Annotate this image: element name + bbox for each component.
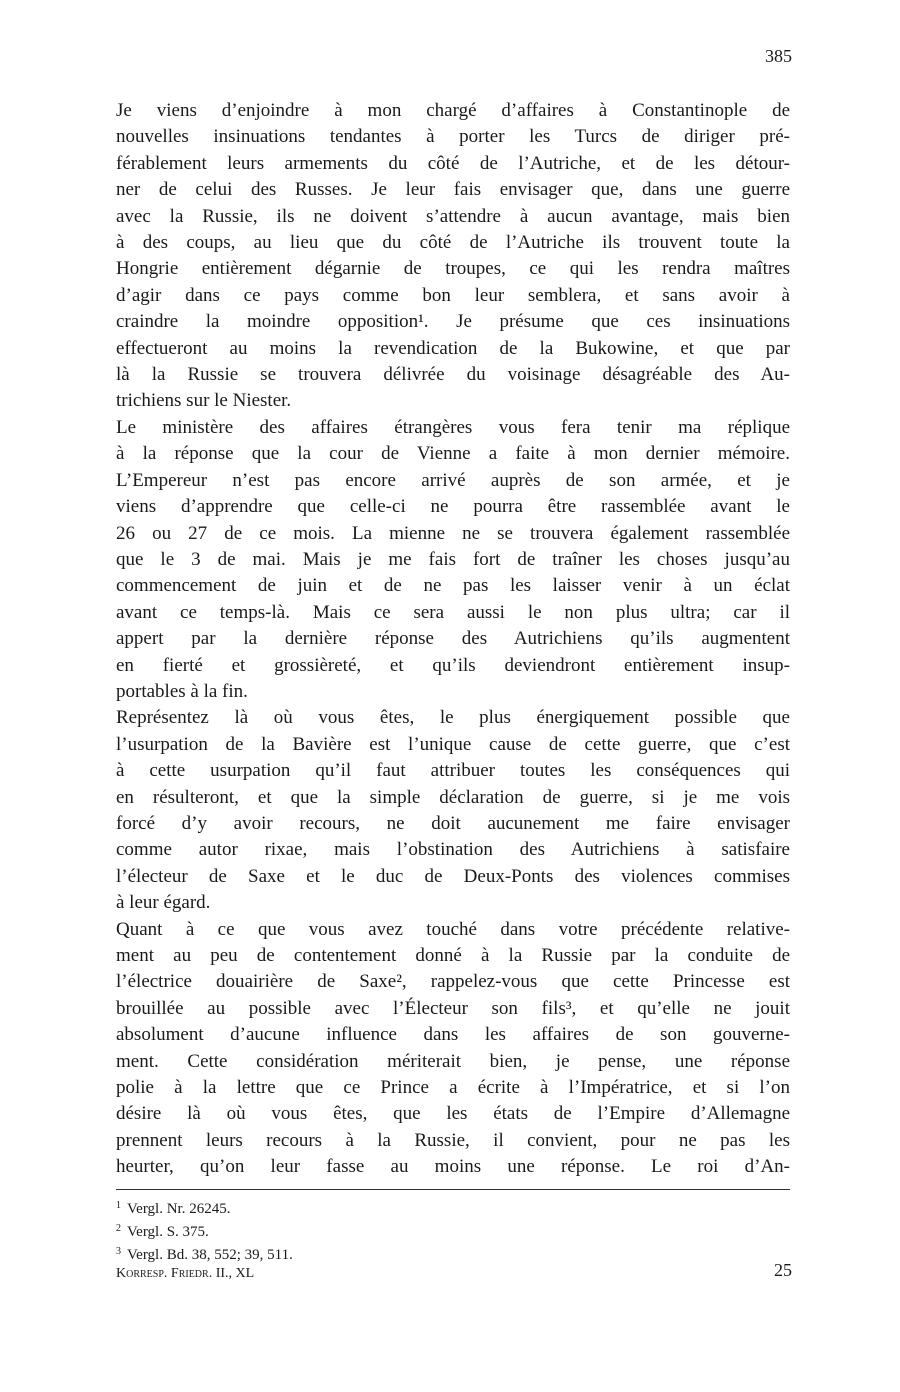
footnote-divider (116, 1189, 790, 1190)
text-line: là la Russie se trouvera délivrée du voisinage désagréable des Au- (116, 364, 790, 386)
text-line: craindre la moindre opposition¹. Je présume que ces insinuations (116, 311, 790, 333)
text-line: férablement leurs armements du côté de l’Autriche, et de les détour- (116, 152, 790, 174)
paragraph (116, 705, 790, 916)
text-line: portables à la fin. (116, 680, 248, 702)
text-line: avant ce temps-là. Mais ce sera aussi le non plus ultra; car il (116, 601, 790, 623)
text-line: que le 3 de mai. Mais je me fais fort de traîner les choses jusqu’au (116, 548, 790, 570)
footnote-mark: 2 (116, 1223, 121, 1234)
text-line: absolument d’aucune influence dans les affaires de son gouverne- (116, 1024, 790, 1046)
footnote-text: Vergl. Bd. 38, 552; 39, 511. (127, 1247, 293, 1263)
text-line: en résulteront, et que la simple déclaration de guerre, si je me vois (116, 786, 790, 808)
footnote-mark: 1 (116, 1200, 121, 1211)
text-line: trichiens sur le Niester. (116, 390, 292, 412)
paragraph (116, 98, 790, 415)
text-line: Je viens d’enjoindre à mon chargé d’affaires à Constantinople de (116, 100, 790, 121)
text-line: prennent leurs recours à la Russie, il convient, pour ne pas les (116, 1129, 790, 1151)
text-line: Représentez là où vous êtes, le plus énergiquement possible que (116, 707, 790, 729)
footnote (116, 1219, 790, 1242)
text-line: effectueront au moins la revendication de la Bukowine, et que par (116, 337, 790, 359)
text-line: nouvelles insinuations tendantes à porter les Turcs de diriger pré- (116, 126, 790, 148)
footnote (116, 1242, 790, 1265)
text-line: polie à la lettre que ce Prince a écrite à l’Impératrice, et si l’on (116, 1077, 790, 1099)
text-line: Le ministère des affaires étrangères vous fera tenir ma réplique (116, 416, 790, 438)
text-line: brouillée au possible avec l’Électeur son fils³, et qu’elle ne jouit (116, 997, 790, 1019)
body-text (116, 98, 790, 1181)
printer-signature: Korresp. Friedr. II., XL (116, 1266, 255, 1281)
text-line: ment. Cette considération mériterait bien, je pense, une réponse (116, 1050, 790, 1072)
sheet-number: 25 (774, 1260, 792, 1280)
text-line: en fierté et grossièreté, et qu’ils deviendront entièrement insup- (116, 654, 790, 676)
text-line: ment au peu de contentement donné à la Russie par la conduite de (116, 945, 790, 966)
text-line: l’usurpation de la Bavière est l’unique cause de cette guerre, que c’est (116, 733, 790, 755)
text-line: viens d’apprendre que celle-ci ne pourra être rassemblée avant le (116, 496, 790, 518)
text-line: avec la Russie, ils ne doivent s’attendre à aucun avantage, mais bien (116, 205, 790, 227)
text-line: appert par la dernière réponse des Autrichiens qu’ils augmentent (116, 628, 790, 650)
text-line: désire là où vous êtes, que les états de l’Empire d’Allemagne (116, 1103, 790, 1125)
text-line: comme autor rixae, mais l’obstination des Autrichiens à satisfaire (116, 839, 790, 861)
text-line: 26 ou 27 de ce mois. La mienne ne se trouvera également rassemblée (116, 522, 790, 544)
text-line: à des coups, au lieu que du côté de l’Autriche ils trouvent toute la (116, 232, 790, 254)
footnote-text: Vergl. S. 375. (127, 1224, 209, 1240)
paragraph (116, 917, 790, 1181)
text-line: commencement de juin et de ne pas les laisser venir à un éclat (116, 575, 790, 597)
text-line: Quant à ce que vous avez touché dans votre précédente relative- (116, 918, 790, 940)
footnote (116, 1196, 790, 1219)
text-line: d’agir dans ce pays comme bon leur semblera, et sans avoir à (116, 284, 790, 306)
text-line: l’électrice douairière de Saxe², rappelez-vous que cette Princesse est (116, 971, 790, 993)
footnotes (116, 1196, 790, 1265)
footnote-mark: 3 (116, 1246, 121, 1257)
text-line: à la réponse que la cour de Vienne a faite à mon dernier mémoire. (116, 443, 790, 465)
text-line: forcé d’y avoir recours, ne doit aucunement me faire envisager (116, 812, 790, 834)
text-line: L’Empereur n’est pas encore arrivé auprès de son armée, et je (116, 469, 790, 491)
text-line: l’électeur de Saxe et le duc de Deux-Ponts des violences commises (116, 865, 790, 887)
paragraph (116, 415, 790, 705)
text-line: ner de celui des Russes. Je leur fais envisager que, dans une guerre (116, 179, 790, 201)
page-number: 385 (765, 46, 792, 66)
text-line: à leur égard. (116, 892, 211, 914)
text-line: Hongrie entièrement dégarnie de troupes, ce qui les rendra maîtres (116, 258, 790, 280)
text-line: heurter, qu’on leur fasse au moins une réponse. Le roi d’An- (116, 1156, 790, 1178)
footnote-text: Vergl. Nr. 26245. (127, 1201, 231, 1217)
text-line: à cette usurpation qu’il faut attribuer toutes les conséquences qui (116, 760, 790, 782)
